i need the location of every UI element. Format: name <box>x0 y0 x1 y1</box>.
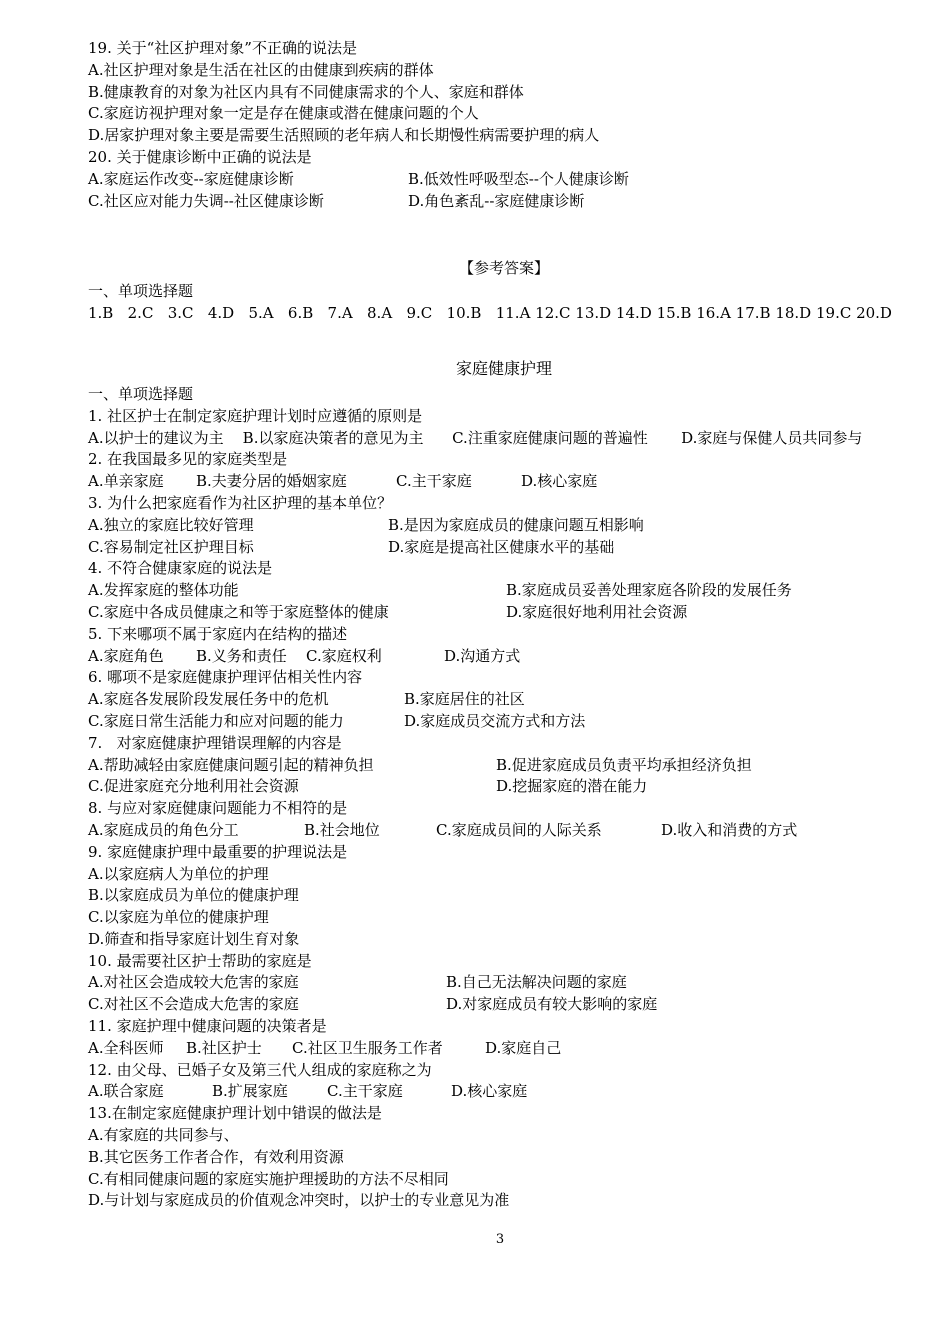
part2-section-label: 一、单项选择题 <box>88 384 194 403</box>
q6-option-c: C.家庭日常生活能力和应对问题的能力 <box>88 711 344 730</box>
q3-option-d: D.家庭是提高社区健康水平的基础 <box>388 537 615 556</box>
q11-options <box>88 1038 920 1060</box>
q3-option-c: C.容易制定社区护理目标 <box>88 537 254 556</box>
q10-option-a: A.对社区会造成较大危害的家庭 <box>88 973 299 992</box>
q10-option-b: B.自己无法解决问题的家庭 <box>446 973 627 992</box>
question-19-option-b: B.健康教育的对象为社区内具有不同健康需求的个人、家庭和群体 <box>88 82 524 101</box>
q13-option-b: B.其它医务工作者合作，有效利用资源 <box>88 1147 344 1166</box>
section-title: 家庭健康护理 <box>455 358 552 378</box>
question-20-option-b: B.低效性呼吸型态--个人健康诊断 <box>408 169 629 188</box>
q4-option-b: B.家庭成员妥善处理家庭各阶段的发展任务 <box>506 581 792 600</box>
q3-option-b: B.是因为家庭成员的健康问题互相影响 <box>388 515 644 534</box>
q12-option-d: D.核心家庭 <box>451 1082 528 1101</box>
q2-option-c: C.主干家庭 <box>396 472 472 491</box>
q10-option-c: C.对社区不会造成大危害的家庭 <box>88 995 299 1014</box>
q8-stem: 8. 与应对家庭健康问题能力不相符的是 <box>88 799 348 818</box>
q8-options <box>88 820 920 842</box>
q4-stem: 4. 不符合健康家庭的说法是 <box>88 559 273 578</box>
q2-option-a: A.单亲家庭 <box>88 472 164 491</box>
q9-option-b: B.以家庭成员为单位的健康护理 <box>88 886 299 905</box>
q4-options-row-2 <box>88 602 920 624</box>
q13-option-c: C.有相同健康问题的家庭实施护理援助的方法不尽相同 <box>88 1169 449 1188</box>
q7-options-row-1 <box>88 755 920 777</box>
page-number: 3 <box>495 1232 505 1247</box>
q10-stem: 10. 最需要社区护士帮助的家庭是 <box>88 951 312 970</box>
q9-option-c: C.以家庭为单位的健康护理 <box>88 908 269 927</box>
question-19-option-c: C.家庭访视护理对象一定是存在健康或潜在健康问题的个人 <box>88 104 479 123</box>
q5-option-a: A.家庭角色 <box>88 646 164 665</box>
q6-stem: 6. 哪项不是家庭健康护理评估相关性内容 <box>88 668 363 687</box>
q4-option-c: C.家庭中各成员健康之和等于家庭整体的健康 <box>88 602 389 621</box>
q3-options-row-2 <box>88 537 920 559</box>
q7-option-d: D.挖掘家庭的潜在能力 <box>496 777 648 796</box>
q11-option-b: B.社区护士 <box>186 1038 262 1057</box>
q11-stem: 11. 家庭护理中健康问题的决策者是 <box>88 1017 327 1036</box>
question-20-option-a: A.家庭运作改变--家庭健康诊断 <box>88 169 294 188</box>
q6-options-row-2 <box>88 711 920 733</box>
q7-option-c: C.促进家庭充分地利用社会资源 <box>88 777 299 796</box>
spacer <box>88 325 920 354</box>
q4-options-row-1 <box>88 580 920 602</box>
q5-option-b: B.义务和责任 <box>196 646 287 665</box>
q3-option-a: A.独立的家庭比较好管理 <box>88 515 254 534</box>
q12-stem: 12. 由父母、已婚子女及第三代人组成的家庭称之为 <box>88 1060 432 1079</box>
q1-options: A.以护士的建议为主 B.以家庭决策者的意见为主 C.注重家庭健康问题的普遍性 D.家庭与保健人员共同参与 <box>88 428 863 447</box>
q2-stem: 2. 在我国最多见的家庭类型是 <box>88 450 288 469</box>
question-19-option-a: A.社区护理对象是生活在社区的由健康到疾病的群体 <box>88 60 434 79</box>
q10-option-d: D.对家庭成员有较大影响的家庭 <box>446 995 658 1014</box>
q5-options <box>88 646 920 668</box>
q11-option-d: D.家庭自己 <box>485 1038 562 1057</box>
q7-stem: 7. 对家庭健康护理错误理解的内容是 <box>88 733 342 752</box>
question-20-option-d: D.角色紊乱--家庭健康诊断 <box>408 191 585 210</box>
q13-option-d: D.与计划与家庭成员的价值观念冲突时，以护士的专业意见为准 <box>88 1191 510 1210</box>
q11-option-c: C.社区卫生服务工作者 <box>292 1038 443 1057</box>
answers-list: 1.B 2.C 3.C 4.D 5.A 6.B 7.A 8.A 9.C 10.B 11.A 12.C 13.D 14.D 15.B 16.A 17.B 18.D 19.C 20.D <box>88 304 892 323</box>
q11-option-a: A.全科医师 <box>88 1038 164 1057</box>
q8-option-a: A.家庭成员的角色分工 <box>88 820 239 839</box>
q12-option-a: A.联合家庭 <box>88 1082 164 1101</box>
q5-option-d: D.沟通方式 <box>444 646 521 665</box>
q12-option-b: B.扩展家庭 <box>212 1082 288 1101</box>
q1-stem: 1. 社区护士在制定家庭护理计划时应遵循的原则是 <box>88 406 423 425</box>
q13-stem: 13.在制定家庭健康护理计划中错误的做法是 <box>88 1104 382 1123</box>
q9-option-d: D.筛查和指导家庭计划生育对象 <box>88 929 300 948</box>
question-19-option-d: D.居家护理对象主要是需要生活照顾的老年病人和长期慢性病需要护理的病人 <box>88 126 600 145</box>
q6-option-d: D.家庭成员交流方式和方法 <box>404 711 586 730</box>
q6-option-b: B.家庭居住的社区 <box>404 690 525 709</box>
q7-option-a: A.帮助减轻由家庭健康问题引起的精神负担 <box>88 755 374 774</box>
q9-stem: 9. 家庭健康护理中最重要的护理说法是 <box>88 842 348 861</box>
q10-options-row-1 <box>88 972 920 994</box>
q12-options <box>88 1081 920 1103</box>
q2-options <box>88 471 920 493</box>
question-20-stem: 20. 关于健康诊断中正确的说法是 <box>88 147 312 166</box>
q2-option-b: B.夫妻分居的婚姻家庭 <box>196 472 347 491</box>
q3-stem: 3. 为什么把家庭看作为社区护理的基本单位？ <box>88 493 393 512</box>
q12-option-c: C.主干家庭 <box>327 1082 403 1101</box>
spacer <box>88 212 920 255</box>
answers-section-label: 一、单项选择题 <box>88 282 194 301</box>
answers-heading: 【参考答案】 <box>458 259 549 278</box>
q4-option-d: D.家庭很好地利用社会资源 <box>506 602 688 621</box>
question-20-options-row-1 <box>88 169 920 191</box>
q8-option-d: D.收入和消费的方式 <box>661 820 798 839</box>
question-19-stem: 19. 关于“社区护理对象”不正确的说法是 <box>88 39 357 57</box>
q8-option-c: C.家庭成员间的人际关系 <box>436 820 602 839</box>
q7-options-row-2 <box>88 776 920 798</box>
question-20-option-c: C.社区应对能力失调--社区健康诊断 <box>88 191 324 210</box>
question-20-options-row-2 <box>88 191 920 213</box>
q7-option-b: B.促进家庭成员负责平均承担经济负担 <box>496 755 752 774</box>
q6-option-a: A.家庭各发展阶段发展任务中的危机 <box>88 690 329 709</box>
q9-option-a: A.以家庭病人为单位的护理 <box>88 864 269 883</box>
q6-options-row-1 <box>88 689 920 711</box>
q10-options-row-2 <box>88 994 920 1016</box>
q4-option-a: A.发挥家庭的整体功能 <box>88 581 239 600</box>
q13-option-a: A.有家庭的共同参与、 <box>88 1126 239 1145</box>
q5-option-c: C.家庭权利 <box>306 646 382 665</box>
q3-options-row-1 <box>88 515 920 537</box>
q5-stem: 5. 下来哪项不属于家庭内在结构的描述 <box>88 624 348 643</box>
q8-option-b: B.社会地位 <box>304 820 380 839</box>
q2-option-d: D.核心家庭 <box>521 472 598 491</box>
